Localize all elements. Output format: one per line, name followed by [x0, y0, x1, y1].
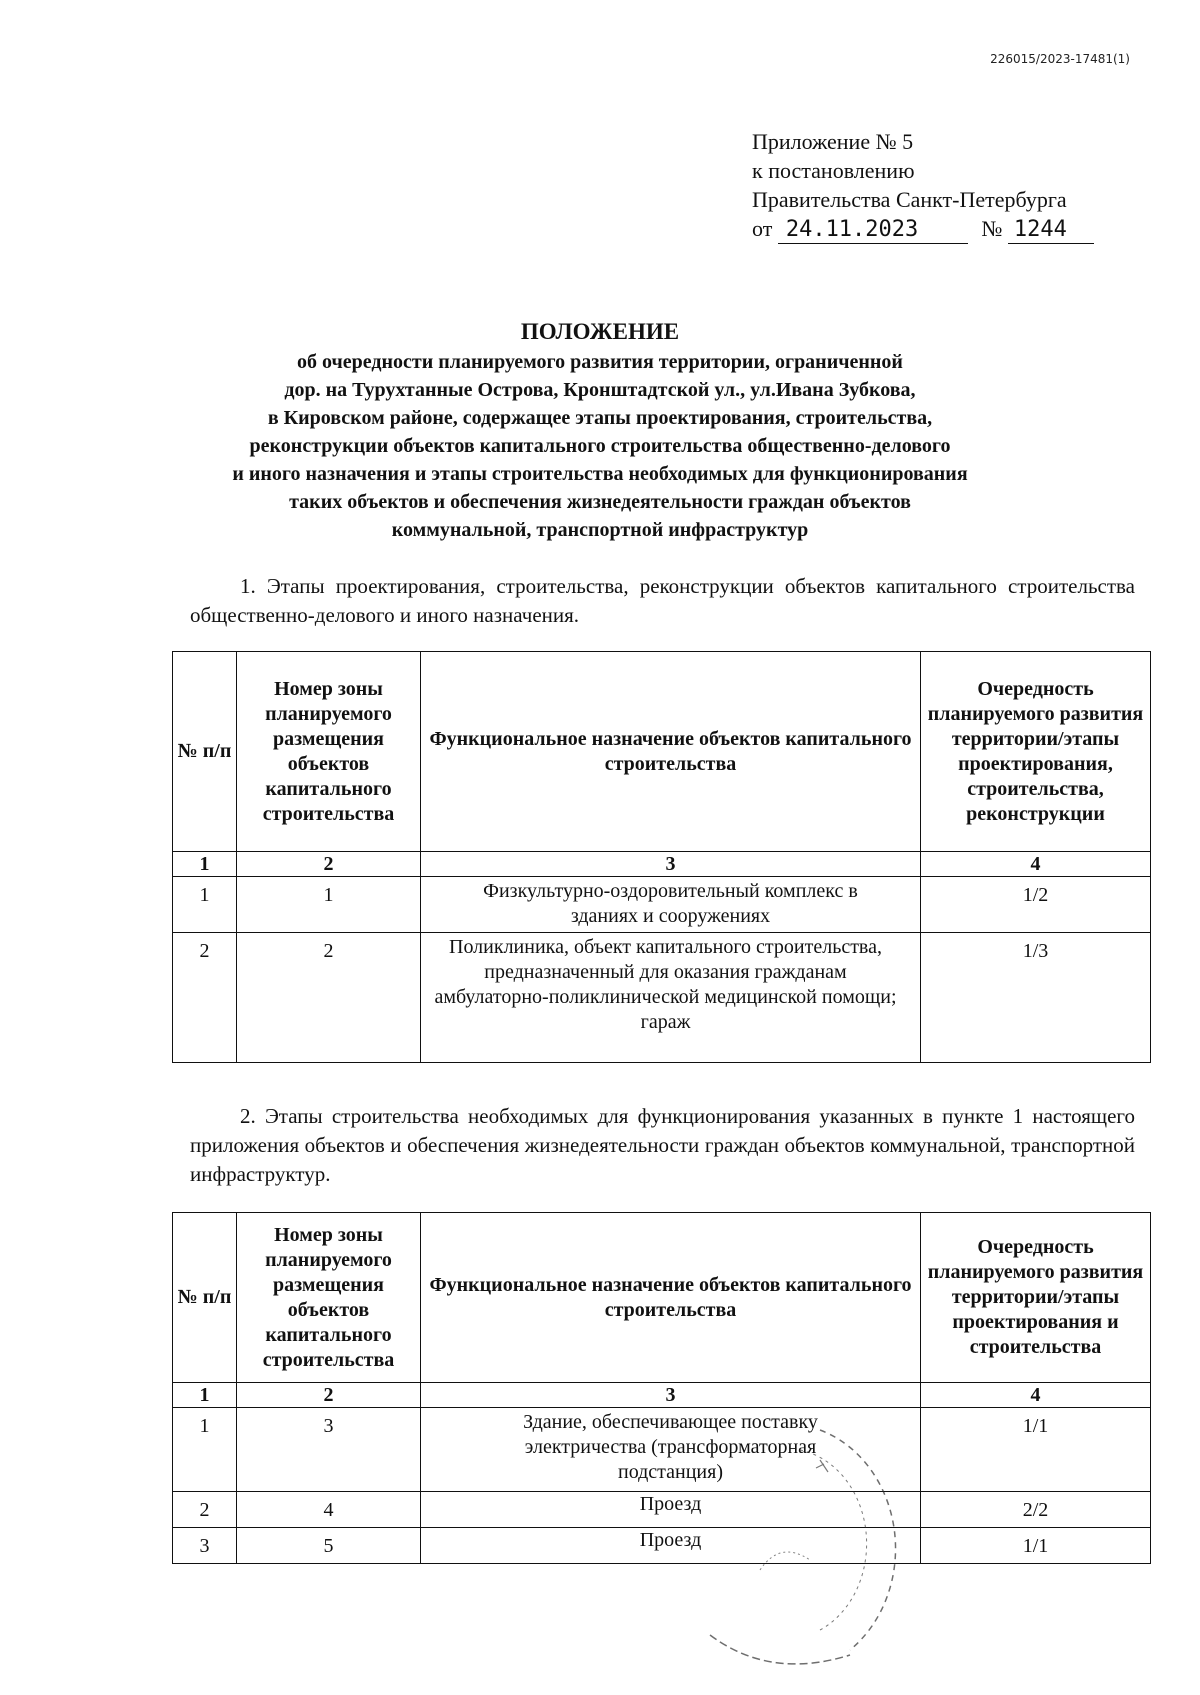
appendix-government: Правительства Санкт-Петербурга [752, 187, 1067, 212]
date-prefix: от [752, 216, 773, 241]
appendix-date-line [752, 214, 1094, 244]
resolution-date: 24.11.2023 [778, 217, 968, 244]
row-order: 1/1 [921, 1408, 1151, 1492]
row-order: 1/2 [921, 877, 1151, 933]
heading-line: таких объектов и обеспечения жизнедеятельности граждан объектов [289, 491, 911, 513]
table-row [173, 1492, 1151, 1528]
heading-line: и иного назначения и этапы строительства необходимых для функционирования [232, 463, 968, 485]
document-id: 226015/2023-17481(1) [990, 52, 1130, 66]
header-order: Очередность планируемого развития территории/этапы проектирования, строительства, реконструкции [921, 652, 1151, 852]
table-row [173, 877, 1151, 933]
row-number: 2 [173, 933, 237, 1063]
row-zone: 5 [237, 1528, 421, 1564]
row-number: 2 [173, 1492, 237, 1528]
header-purpose: Функциональное назначение объектов капитального строительства [421, 652, 921, 852]
document-heading [150, 318, 1050, 544]
row-number: 1 [173, 1408, 237, 1492]
row-number: 1 [173, 877, 237, 933]
row-order: 1/3 [921, 933, 1151, 1063]
heading-line: об очередности планируемого развития территории, ограниченной [297, 351, 903, 373]
row-purpose: Поликлиника, объект капитального строительства, предназначенный для оказания гражданам амбулаторно-поликлинической медицинской помощи; гараж [421, 933, 921, 1063]
table-row [173, 1528, 1151, 1564]
appendix-resolution: к постановлению [752, 158, 915, 183]
table-1-header-row [173, 652, 1151, 852]
heading-line: коммунальной, транспортной инфраструктур [391, 519, 809, 541]
col-number: 3 [421, 852, 921, 877]
row-number: 3 [173, 1528, 237, 1564]
header-purpose: Функциональное назначение объектов капитального строительства [421, 1213, 921, 1383]
section-1-paragraph: 1. Этапы проектирования, строительства, реконструкции объектов капитального строительства общественно-делового и иного назначения. [190, 574, 1135, 627]
row-order: 1/1 [921, 1528, 1151, 1564]
row-zone: 3 [237, 1408, 421, 1492]
row-order: 2/2 [921, 1492, 1151, 1528]
col-number: 2 [237, 852, 421, 877]
table-1 [172, 651, 1151, 1063]
row-purpose: Проезд [421, 1528, 921, 1564]
heading-line: в Кировском районе, содержащее этапы проектирования, строительства, [267, 407, 933, 429]
header-order: Очередность планируемого развития территории/этапы проектирования и строительства [921, 1213, 1151, 1383]
seal-stamp-icon [700, 1420, 900, 1680]
header-zone: Номер зоны планируемого размещения объектов капитального строительства [237, 1213, 421, 1383]
col-number: 4 [921, 1383, 1151, 1408]
table-row [173, 1408, 1151, 1492]
table-2-column-numbers [173, 1383, 1151, 1408]
col-number: 2 [237, 1383, 421, 1408]
heading-line: дор. на Турухтанные Острова, Кронштадтской ул., ул.Ивана Зубкова, [284, 379, 916, 401]
col-number: 4 [921, 852, 1151, 877]
header-number: № п/п [173, 1213, 237, 1383]
section-2-paragraph: 2. Этапы строительства необходимых для функционирования указанных в пункте 1 настоящего приложения объектов и обеспечения жизнедеятельности граждан объектов коммунальной, транспортной инфраструктур. [190, 1104, 1135, 1186]
col-number: 3 [421, 1383, 921, 1408]
col-number: 1 [173, 852, 237, 877]
resolution-number: 1244 [1008, 217, 1094, 244]
header-number: № п/п [173, 652, 237, 852]
table-2 [172, 1212, 1151, 1564]
row-purpose: Проезд [421, 1492, 921, 1528]
heading-title: ПОЛОЖЕНИЕ [520, 319, 680, 344]
row-zone: 1 [237, 877, 421, 933]
heading-line: реконструкции объектов капитального строительства общественно-делового [249, 435, 951, 457]
table-2-header-row [173, 1213, 1151, 1383]
table-1-column-numbers [173, 852, 1151, 877]
row-purpose: Здание, обеспечивающее поставку электричества (трансформаторная подстанция) [421, 1408, 921, 1492]
appendix-block [752, 127, 1094, 244]
col-number: 1 [173, 1383, 237, 1408]
appendix-title: Приложение № 5 [752, 129, 914, 154]
row-zone: 2 [237, 933, 421, 1063]
row-purpose: Физкультурно-оздоровительный комплекс в зданиях и сооружениях [421, 877, 921, 933]
header-zone: Номер зоны планируемого размещения объектов капитального строительства [237, 652, 421, 852]
row-zone: 4 [237, 1492, 421, 1528]
table-row [173, 933, 1151, 1063]
number-prefix: № [981, 216, 1003, 241]
